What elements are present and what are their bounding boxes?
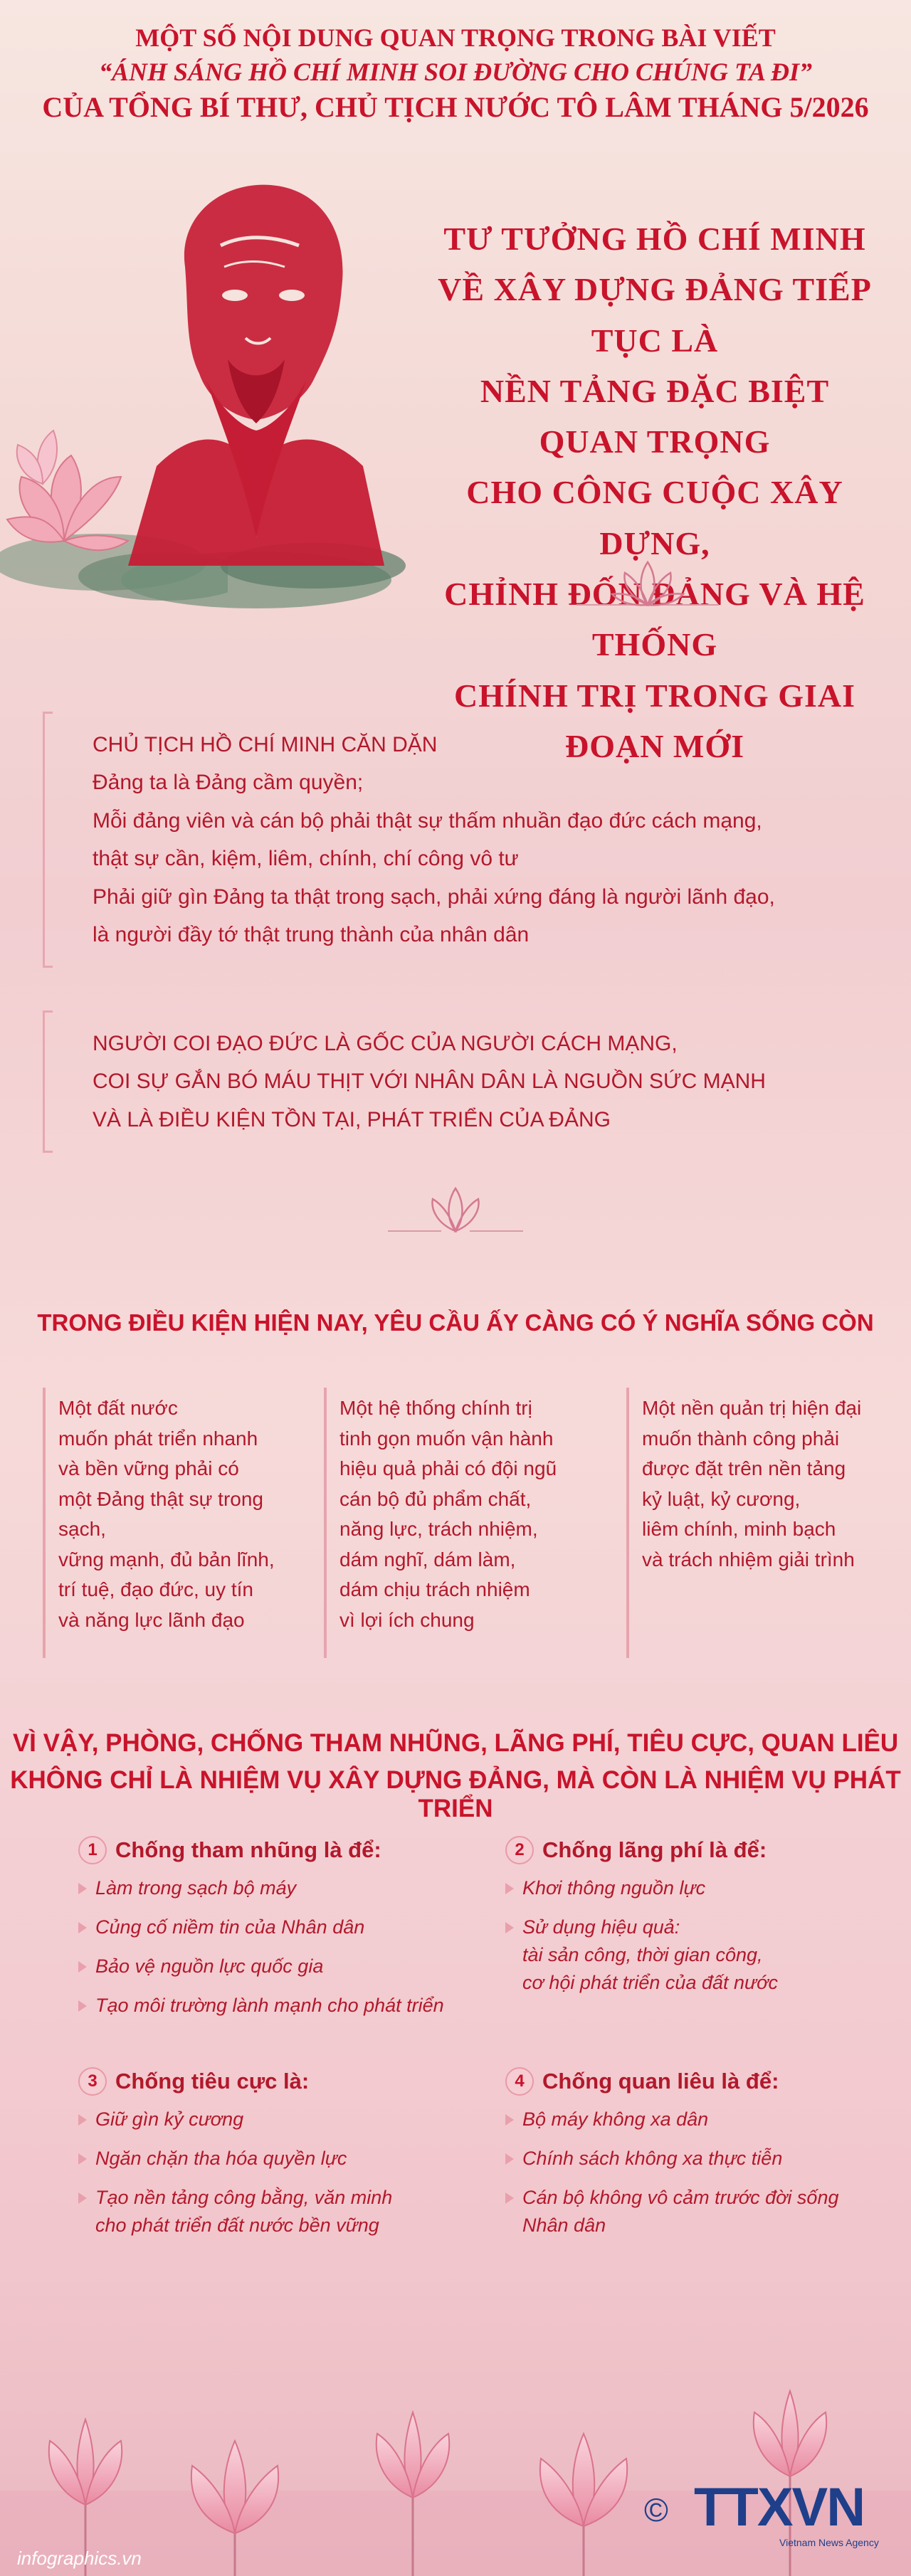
- title-line-1: MỘT SỐ NỘI DUNG QUAN TRỌNG TRONG BÀI VIẾT: [135, 23, 776, 52]
- quote-bracket: [43, 1010, 53, 1153]
- triangle-arrow-icon: [78, 1961, 87, 1973]
- lotus-ornament-icon: [569, 555, 726, 619]
- item-text: Làm trong sạch bộ máy: [95, 1877, 297, 1899]
- item-text-line: Nhân dân: [522, 2215, 606, 2237]
- list-item: [78, 1953, 477, 1980]
- triangle-arrow-icon: [505, 2192, 514, 2204]
- list-item: [78, 1874, 477, 1902]
- quote-line: NGƯỜI COI ĐẠO ĐỨC LÀ GỐC CỦA NGƯỜI CÁCH MẠNG,: [93, 1032, 678, 1055]
- quote-line: là người đầy tớ thật trung thành của nhân dân: [93, 922, 530, 946]
- title-block: [0, 21, 911, 127]
- panel-title: Chống tham nhũng là để:: [115, 1837, 381, 1862]
- panel-anti-corruption: [78, 1836, 477, 2032]
- column-line: một Đảng thật sự trong sạch,: [58, 1487, 263, 1541]
- item-text: Củng cố niềm tin của Nhân dân: [95, 1916, 365, 1938]
- list-item: [505, 2106, 904, 2133]
- headline-line: VỀ XÂY DỰNG ĐẢNG TIẾP TỤC LÀ: [438, 271, 872, 359]
- column-line: và trách nhiệm giải trình: [642, 1548, 855, 1571]
- column-divider: [626, 1388, 629, 1658]
- copyright-icon: ©: [644, 2491, 668, 2528]
- column-line: Một đất nước: [58, 1397, 178, 1419]
- column-line: dám nghĩ, dám làm,: [339, 1548, 516, 1571]
- quote-line: CHỦ TỊCH HỒ CHÍ MINH CĂN DẶN: [93, 733, 438, 756]
- list-item: [505, 1874, 904, 1902]
- item-text: Chính sách không xa thực tiễn: [522, 2148, 783, 2170]
- list-item: [78, 1913, 477, 1941]
- item-text: Ngăn chặn tha hóa quyền lực: [95, 2148, 347, 2170]
- list-item: [78, 2106, 477, 2133]
- quote-box-ethics: [43, 1010, 868, 1153]
- quote-box-instructions: [43, 712, 868, 968]
- list-item: [78, 2145, 477, 2173]
- item-text-line: tài sản công, thời gian công,: [522, 1944, 763, 1966]
- lotus-ornament-icon: [384, 1181, 527, 1245]
- panel-anti-waste: [505, 1836, 904, 2009]
- panel-title: Chống lãng phí là để:: [542, 1837, 767, 1862]
- column-line: tinh gọn muốn vận hành: [339, 1427, 554, 1450]
- ho-chi-minh-portrait-illustration: [100, 167, 413, 608]
- triangle-arrow-icon: [505, 1922, 514, 1933]
- item-text: Khơi thông nguồn lực: [522, 1877, 706, 1899]
- triangle-arrow-icon: [78, 2114, 87, 2126]
- panel-anti-negativity: [78, 2067, 477, 2252]
- footer-site-link[interactable]: infographics.vn: [17, 2548, 142, 2569]
- triangle-arrow-icon: [505, 1883, 514, 1894]
- column-line: liêm chính, minh bạch: [642, 1518, 836, 1541]
- quote-line: VÀ LÀ ĐIỀU KIỆN TỒN TẠI, PHÁT TRIỂN CỦA ĐẢNG: [93, 1107, 611, 1131]
- column-line: và bền vững phải có: [58, 1457, 239, 1480]
- title-line-3: CỦA TỔNG BÍ THƯ, CHỦ TỊCH NƯỚC TÔ LÂM THÁNG 5/2026: [42, 91, 869, 124]
- list-item: [78, 1992, 477, 2020]
- section-heading-anticorruption-line2: KHÔNG CHỈ LÀ NHIỆM VỤ XÂY DỰNG ĐẢNG, MÀ CÒN LÀ NHIỆM VỤ PHÁT TRIỂN: [10, 1766, 901, 1822]
- quote-bracket: [43, 712, 53, 968]
- number-badge: 4: [505, 2067, 534, 2096]
- item-text: Tạo môi trường lành mạnh cho phát triển: [95, 1995, 444, 2017]
- logo-subtitle: Vietnam News Agency: [779, 2537, 879, 2548]
- headline-line: CHỈNH ĐỐN ĐẢNG VÀ HỆ THỐNG: [444, 576, 865, 663]
- column-line: vì lợi ích chung: [339, 1608, 475, 1631]
- headline-line: TƯ TƯỞNG HỒ CHÍ MINH: [443, 221, 866, 257]
- column-line: Một nền quản trị hiện đại: [642, 1397, 862, 1419]
- triangle-arrow-icon: [505, 2114, 514, 2126]
- panel-title: Chống tiêu cực là:: [115, 2069, 310, 2094]
- number-badge: 2: [505, 1836, 534, 1864]
- quote-line: Đảng ta là Đảng cầm quyền;: [93, 771, 364, 795]
- triangle-arrow-icon: [78, 2192, 87, 2204]
- column-line: hiệu quả phải có đội ngũ: [339, 1457, 557, 1480]
- item-text: Bộ máy không xa dân: [522, 2108, 709, 2130]
- column-line: vững mạnh, đủ bản lĩnh,: [58, 1548, 275, 1571]
- title-line-2: “ÁNH SÁNG HỒ CHÍ MINH SOI ĐƯỜNG CHO CHÚNG TA ĐI”: [98, 57, 813, 86]
- column-line: cán bộ đủ phẩm chất,: [339, 1487, 532, 1510]
- quote-line: COI SỰ GẮN BÓ MÁU THỊT VỚI NHÂN DÂN LÀ NGUỒN SỨC MẠNH: [93, 1070, 766, 1094]
- quote-text: [93, 1025, 854, 1139]
- column-line: muốn phát triển nhanh: [58, 1427, 258, 1450]
- panel-anti-bureaucracy: [505, 2067, 904, 2252]
- item-text: Bảo vệ nguồn lực quốc gia: [95, 1955, 324, 1978]
- column-divider: [324, 1388, 327, 1658]
- quote-line: thật sự cần, kiệm, liêm, chính, chí công vô tư: [93, 847, 519, 871]
- column-line: trí tuệ, đạo đức, uy tín: [58, 1578, 253, 1601]
- number-badge: 1: [78, 1836, 107, 1864]
- requirement-column: [324, 1388, 587, 1658]
- panel-title: Chống quan liêu là để:: [542, 2069, 779, 2094]
- column-divider: [43, 1388, 46, 1658]
- item-text: Giữ gìn kỷ cương: [95, 2108, 244, 2130]
- quote-text: [93, 726, 854, 954]
- item-text: [95, 2184, 392, 2239]
- section-heading-conditions: TRONG ĐIỀU KIỆN HIỆN NAY, YÊU CẦU ẤY CÀNG CÓ Ý NGHĨA SỐNG CÒN: [37, 1309, 874, 1336]
- headline-line: CHÍNH TRỊ TRONG GIAI ĐOẠN MỚI: [453, 677, 856, 764]
- triangle-arrow-icon: [78, 2000, 87, 2012]
- number-badge: 3: [78, 2067, 107, 2096]
- quote-line: Mỗi đảng viên và cán bộ phải thật sự thấm nhuần đạo đức cách mạng,: [93, 808, 762, 833]
- item-text-line: cho phát triển đất nước bền vững: [95, 2215, 379, 2237]
- column-line: dám chịu trách nhiệm: [339, 1578, 530, 1601]
- column-line: năng lực, trách nhiệm,: [339, 1518, 538, 1541]
- requirement-column: [43, 1388, 306, 1658]
- list-item: [505, 1913, 904, 1997]
- item-text: [522, 2184, 838, 2239]
- headline-line: NỀN TẢNG ĐẶC BIỆT QUAN TRỌNG: [480, 372, 830, 460]
- item-text-line: Tạo nền tảng công bằng, văn minh: [95, 2187, 393, 2209]
- logo-text: TTXVN: [694, 2477, 865, 2538]
- main-headline: [427, 213, 883, 771]
- list-item: [505, 2145, 904, 2173]
- section-heading-anticorruption-line1: VÌ VẬY, PHÒNG, CHỐNG THAM NHŨNG, LÃNG PHÍ, TIÊU CỰC, QUAN LIÊU: [12, 1729, 899, 1757]
- column-line: Một hệ thống chính trị: [339, 1397, 532, 1419]
- column-line: được đặt trên nền tảng: [642, 1457, 846, 1480]
- triangle-arrow-icon: [78, 2153, 87, 2165]
- headline-line: CHO CÔNG CUỘC XÂY DỰNG,: [466, 474, 843, 561]
- requirement-column: [626, 1388, 890, 1658]
- triangle-arrow-icon: [505, 2153, 514, 2165]
- column-line: muốn thành công phải: [642, 1427, 840, 1450]
- triangle-arrow-icon: [78, 1883, 87, 1894]
- item-text: [522, 1913, 778, 1997]
- item-text-line: Sử dụng hiệu quả:: [522, 1916, 680, 1938]
- item-text-line: cơ hội phát triển của đất nước: [522, 1972, 778, 1994]
- item-text-line: Cán bộ không vô cảm trước đời sống: [522, 2187, 839, 2209]
- list-item: [78, 2184, 477, 2239]
- column-line: và năng lực lãnh đạo: [58, 1608, 245, 1631]
- list-item: [505, 2184, 904, 2239]
- triangle-arrow-icon: [78, 1922, 87, 1933]
- quote-line: Phải giữ gìn Đảng ta thật trong sạch, phải xứng đáng là người lãnh đạo,: [93, 885, 775, 909]
- ttxvn-logo: [644, 2469, 900, 2562]
- column-line: kỷ luật, kỷ cương,: [642, 1487, 801, 1510]
